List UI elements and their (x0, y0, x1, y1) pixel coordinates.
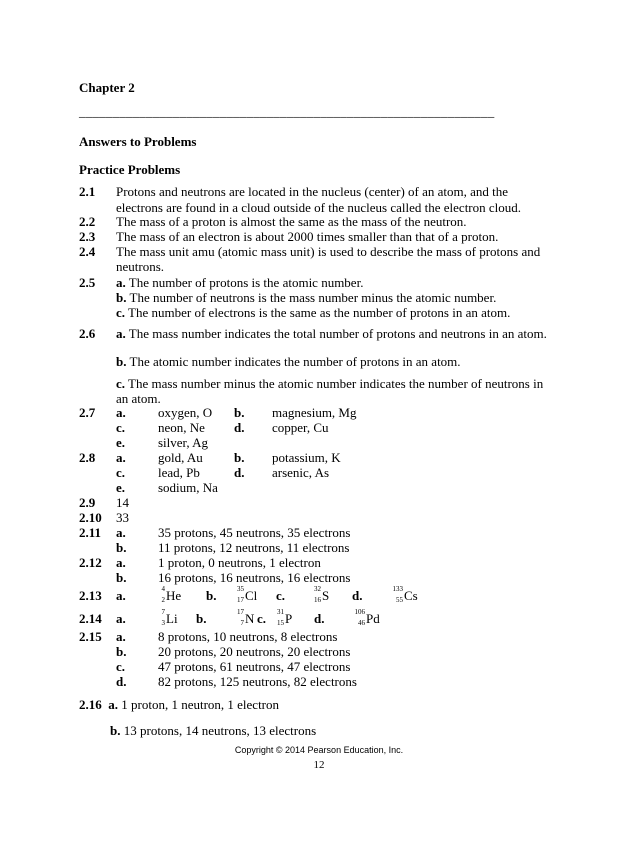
part-label: b. (116, 290, 127, 305)
mass-number: 4 (161, 585, 165, 593)
part-text: 16 protons, 16 neutrons, 16 electrons (158, 570, 351, 585)
part-text: lead, Pb (158, 465, 200, 480)
element-symbol: Li (166, 611, 178, 626)
answer-text (79, 697, 279, 713)
part-text: neon, Ne (158, 420, 205, 435)
part-label: c. (116, 659, 126, 674)
section-heading: Answers to Problems (79, 134, 197, 149)
part-label: b. (116, 354, 127, 369)
part-label: c. (116, 465, 126, 480)
atomic-number: 55 (396, 596, 403, 604)
part-label: c. (116, 376, 126, 391)
atomic-number: 16 (314, 596, 321, 604)
answer-text: electrons are found in a cloud outside of the nucleus called the electron cloud. (116, 200, 522, 215)
element-symbol: S (322, 588, 330, 603)
problem-number: 2.4 (79, 244, 96, 259)
answer-text: 14 (116, 495, 129, 510)
mass-number: 31 (277, 608, 284, 616)
part-text: The number of protons is the atomic number. (125, 275, 364, 290)
part-label: a. (116, 611, 126, 626)
part-label: b. (116, 570, 127, 585)
part-label: a. (116, 629, 126, 644)
problem-number: 2.16 (79, 697, 102, 712)
element-symbol: P (285, 611, 293, 626)
answer-text: neutrons. (116, 259, 165, 274)
part-text: 20 protons, 20 neutrons, 20 electrons (158, 644, 351, 659)
part-label: a. (116, 450, 126, 465)
part-label: c. (257, 611, 267, 626)
answer-text (116, 275, 363, 291)
answer-text (116, 305, 510, 321)
mass-number: 7 (161, 608, 165, 616)
part-text: 13 protons, 14 neutrons, 13 electrons (120, 723, 317, 738)
part-text: potassium, K (272, 450, 341, 465)
part-label: b. (116, 540, 127, 555)
part-text: 82 protons, 125 neutrons, 82 electrons (158, 674, 357, 689)
part-label: b. (196, 611, 207, 626)
part-label: c. (276, 588, 286, 603)
problem-number: 2.11 (79, 525, 102, 540)
part-label: c. (116, 305, 126, 320)
element-symbol: Cs (404, 588, 418, 603)
mass-number: 32 (314, 585, 321, 593)
part-text: 35 protons, 45 neutrons, 35 electrons (158, 525, 351, 540)
answer-text: Protons and neutrons are located in the nucleus (center) of an atom, and the (116, 184, 509, 199)
part-text: magnesium, Mg (272, 405, 357, 420)
answer-text: The mass of a proton is almost the same as the mass of the neutron. (116, 214, 467, 229)
part-label: a. (116, 275, 126, 290)
mass-number: 17 (237, 608, 244, 616)
problem-number: 2.8 (79, 450, 96, 465)
problem-number: 2.9 (79, 495, 96, 510)
element-symbol: Cl (245, 588, 258, 603)
problem-number: 2.15 (79, 629, 102, 644)
nuclide-symbol (392, 585, 418, 604)
problem-number: 2.10 (79, 510, 102, 525)
part-text: The mass number minus the atomic number indicates the number of neutrons in (125, 376, 544, 391)
problem-number: 2.14 (79, 611, 102, 626)
part-label: b. (234, 450, 245, 465)
answer-text (110, 723, 316, 739)
part-label: d. (352, 588, 363, 603)
part-label: c. (116, 420, 126, 435)
part-text: gold, Au (158, 450, 203, 465)
element-symbol: Pd (366, 611, 380, 626)
horizontal-rule: ______________________________________________________________ (79, 104, 495, 119)
part-label: b. (116, 644, 127, 659)
part-label: a. (116, 405, 126, 420)
part-text: oxygen, O (158, 405, 213, 420)
answer-text (116, 354, 461, 370)
answer-text: an atom. (116, 391, 161, 406)
part-text: sodium, Na (158, 480, 218, 495)
problem-number: 2.3 (79, 229, 96, 244)
nuclide-symbol (237, 608, 255, 627)
problem-number: 2.6 (79, 326, 96, 341)
nuclide-symbol (161, 585, 182, 604)
part-label: a. (116, 525, 126, 540)
problem-number: 2.7 (79, 405, 96, 420)
answer-text: The mass unit amu (atomic mass unit) is used to describe the mass of protons and (116, 244, 541, 259)
part-text: The number of neutrons is the mass number minus the atomic number. (126, 290, 497, 305)
part-text: 47 protons, 61 neutrons, 47 electrons (158, 659, 351, 674)
mass-number: 133 (392, 585, 403, 593)
problem-number: 2.1 (79, 184, 96, 199)
part-label: e. (116, 435, 126, 450)
part-text: silver, Ag (158, 435, 209, 450)
part-label: d. (116, 674, 127, 689)
part-label: a. (116, 588, 126, 603)
mass-number: 106 (354, 608, 365, 616)
answer-text (116, 290, 496, 306)
answer-text: The mass of an electron is about 2000 times smaller than that of a proton. (116, 229, 499, 244)
problem-number: 2.2 (79, 214, 96, 229)
problem-number: 2.13 (79, 588, 102, 603)
mass-number: 35 (237, 585, 244, 593)
part-text: The number of electrons is the same as the number of protons in an atom. (125, 305, 511, 320)
atomic-number: 3 (161, 619, 165, 627)
part-text: The atomic number indicates the number of protons in an atom. (126, 354, 461, 369)
part-text: arsenic, As (272, 465, 330, 480)
part-label: b. (110, 723, 121, 738)
part-label: d. (234, 420, 245, 435)
part-label: a. (116, 555, 126, 570)
atomic-number: 17 (237, 596, 244, 604)
page-number: 12 (313, 759, 325, 771)
part-label: e. (116, 480, 126, 495)
problem-number: 2.12 (79, 555, 102, 570)
part-text: 1 proton, 0 neutrons, 1 electron (158, 555, 321, 570)
part-label: a. (108, 697, 118, 712)
part-label: b. (234, 405, 245, 420)
answer-text (116, 326, 547, 342)
chapter-title: Chapter 2 (79, 80, 135, 95)
part-text: 8 protons, 10 neutrons, 8 electrons (158, 629, 338, 644)
part-text: 1 proton, 1 neutron, 1 electron (118, 697, 280, 712)
problem-number: 2.5 (79, 275, 96, 290)
answer-text (116, 376, 543, 392)
atomic-number: 15 (277, 619, 284, 627)
part-label: d. (314, 611, 325, 626)
atomic-number: 2 (161, 596, 165, 604)
section-subheading: Practice Problems (79, 162, 181, 177)
answer-text: 33 (116, 510, 129, 525)
atomic-number: 7 (240, 619, 244, 627)
atomic-number: 46 (358, 619, 365, 627)
element-symbol: He (166, 588, 182, 603)
part-text: The mass number indicates the total number of protons and neutrons in an atom. (125, 326, 547, 341)
part-label: a. (116, 326, 126, 341)
part-text: copper, Cu (272, 420, 329, 435)
nuclide-symbol (161, 608, 178, 627)
part-label: d. (234, 465, 245, 480)
nuclide-symbol (237, 585, 258, 604)
part-text: 11 protons, 12 neutrons, 11 electrons (158, 540, 350, 555)
part-label: b. (206, 588, 217, 603)
nuclide-symbol (314, 585, 330, 604)
copyright-notice: Copyright © 2014 Pearson Education, Inc. (234, 745, 404, 755)
nuclide-symbol (354, 608, 380, 627)
element-symbol: N (245, 611, 255, 626)
nuclide-symbol (277, 608, 293, 627)
